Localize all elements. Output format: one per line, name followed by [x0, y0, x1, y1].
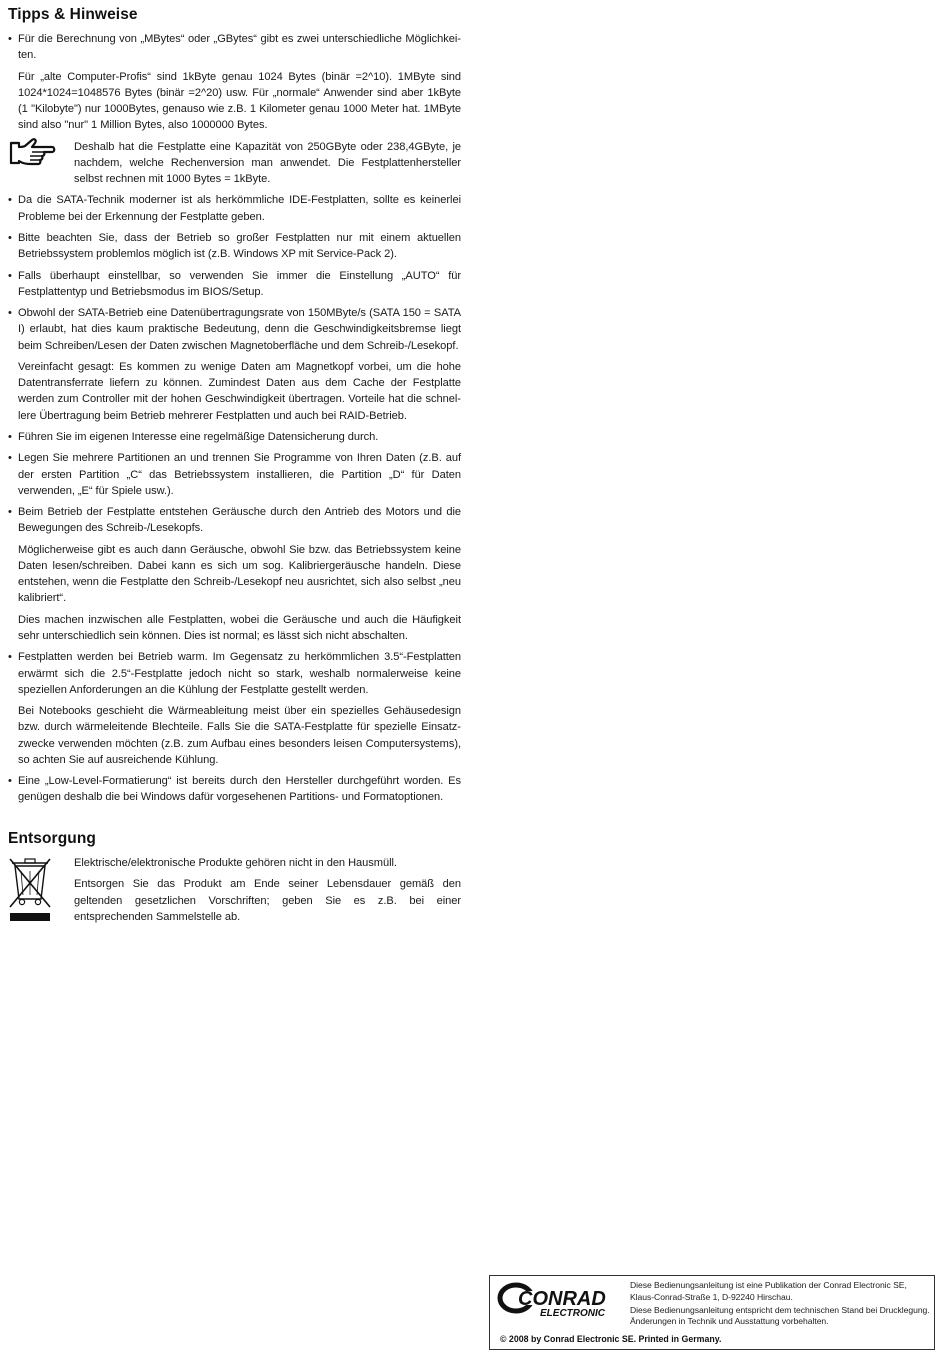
- list-item: • Obwohl der SATA-Betrieb eine Datenübertragungsrate von 150MByte/s (SATA 150 = SATA I) erlaubt, hat dies kaum praktische Bedeutung, denn die Geschwindigkeitsbremse liegt beim Schreiben/Lesen der Daten zwischen Magnetoberfläche und dem Schreib-/Lesekopf.: [8, 305, 461, 354]
- list-item: • Legen Sie mehrere Partitionen an und trennen Sie Programme von Ihren Daten (z.B. auf der ersten Partition „C“ das Betriebssystem installieren, die Partition „D“ für Daten verwenden, „E“ für Spiele usw.).: [8, 450, 461, 499]
- imprint-line: Diese Bedienungsanleitung ist eine Publikation der Conrad Electronic SE, Klaus-Conrad-Straße 1, D-92240 Hirschau.: [630, 1280, 907, 1302]
- note-block: [8, 139, 461, 188]
- entsorgung-text: [8, 855, 461, 925]
- logo-text-main: CONRAD: [518, 1288, 606, 1310]
- list-item: • Für die Berechnung von „MBytes“ oder „GBytes“ gibt es zwei unterschiedliche Möglichkeiten.: [8, 31, 461, 63]
- section-heading-tipps: Tipps & Hinweise: [8, 6, 138, 23]
- list-item: • Bitte beachten Sie, dass der Betrieb so großer Festplatten nur mit einem aktuellen Betriebssystem problemlos möglich ist (z.B. Windows XP mit Service-Pack 2).: [8, 230, 461, 262]
- imprint-line: Diese Bedienungsanleitung entspricht dem technischen Stand bei Drucklegung. Änderungen in Technik und Ausstattung vorbehalten.: [630, 1304, 930, 1327]
- paragraph: Vereinfacht gesagt: Es kommen zu wenige Daten am Magnetkopf vorbei, um die hohe Datentransferrate liefern zu können. Zumindest Daten aus dem Cache der Festplatte werden zum Controller mit der hohen Geschwindigkeit übertragen. Vorteile hat die schnellere Übertragung beim Betrieb mehrerer Festplatten und auch bei RAID-Betrieb.: [18, 360, 461, 422]
- section-heading-entsorgung: Entsorgung: [8, 830, 96, 847]
- paragraph: Möglicherweise gibt es auch dann Geräusche, obwohl Sie bzw. das Betriebssystem keine Daten lesen/schreiben. Dabei kann es sich um sog. Kalibriergeräusche handeln. Diese entstehen, wenn die Festplatte den Schreib-/Lesekopf neu ausrichtet, sich also selbst „neu kalibriert“.: [18, 543, 461, 605]
- paragraph: Dies machen inzwischen alle Festplatten, wobei die Geräusche und auch die Häufigkeit sehr unterschiedlich sein können. Dies ist normal; es lässt sich nicht abschalten.: [18, 613, 461, 642]
- conrad-logo: [496, 1281, 616, 1321]
- list-item: • Falls überhaupt einstellbar, so verwenden Sie immer die Einstellung „AUTO“ für Festplattentyp und Betriebsmodus im BIOS/Setup.: [8, 268, 461, 300]
- list-item: • Führen Sie im eigenen Interesse eine regelmäßige Datensicherung durch.: [8, 429, 461, 445]
- note-text: Deshalb hat die Festplatte eine Kapazität von 250GByte oder 238,4GByte, je nachdem, welche Rechenversion man anwendet. Die Festplattenhersteller selbst rechnen mit 1000 Bytes = 1kByte.: [74, 140, 461, 185]
- list-item: • Eine „Low-Level-Formatierung“ ist bereits durch den Hersteller durchgeführt worden. Es genügen deshalb die bei Windows dafür vorgesehenen Partitions- und Formatoptionen.: [8, 773, 461, 805]
- list-item: • Beim Betrieb der Festplatte entstehen Geräusche durch den Antrieb des Motors und die Bewegungen des Schreib-/Lesekopfs.: [8, 504, 461, 536]
- paragraph: Elektrische/elektronische Produkte gehören nicht in den Hausmüll.: [74, 857, 397, 869]
- paragraph: Bei Notebooks geschieht die Wärmeableitung meist über ein spezielles Gehäusedesign bzw. durch wärmeleitende Blechteile. Falls Sie die SATA-Festplatte für spezielle Einsatzzwecke verwenden möchten (z.B. zum Aufbau eines besonders leisen Computersystems), so achten Sie auf ausreichende Kühlung.: [18, 705, 461, 766]
- paragraph: Für „alte Computer-Profis“ sind 1kByte genau 1024 Bytes (binär =2^10). 1MByte sind 1024*1024=1048576 Bytes (binär =2^20) usw. Für „normale“ Anwender sind aber 1kByte (1 "Kilobyte") nur 1000Bytes, genauso wie z.B. 1 Kilometer genau 1000 Meter hat. 1MByte sind also "nur" 1 Million Bytes, also 1000000 Bytes.: [18, 70, 461, 132]
- list-item: • Da die SATA-Technik moderner ist als herkömmliche IDE-Festplatten, sollte es keinerlei Probleme bei der Erkennung der Festplatte geben.: [8, 192, 461, 224]
- pointing-hand-icon: [8, 137, 56, 167]
- list-item: • Festplatten werden bei Betrieb warm. Im Gegensatz zu herkömmlichen 3.5“-Festplatten erwärmt sich die 2.5“-Festplatte jedoch nicht so stark, weshalb normalerweise keine speziellen Anforderungen an die Kühlung der Festplatte gestellt werden.: [8, 649, 461, 698]
- imprint-box: [489, 1275, 935, 1350]
- tipps-content: [8, 31, 461, 811]
- imprint-text: [630, 1280, 930, 1329]
- copyright: © 2008 by Conrad Electronic SE. Printed in Germany.: [500, 1334, 722, 1344]
- crossed-out-wheelie-bin-icon: [8, 857, 52, 923]
- paragraph: Entsorgen Sie das Produkt am Ende seiner Lebensdauer gemäß den geltenden gesetzlichen Vorschriften; geben Sie es z.B. bei einer entsprechenden Sammelstelle ab.: [74, 878, 461, 923]
- logo-text-sub: ELECTRONIC: [540, 1308, 605, 1319]
- entsorgung-content: [8, 855, 461, 930]
